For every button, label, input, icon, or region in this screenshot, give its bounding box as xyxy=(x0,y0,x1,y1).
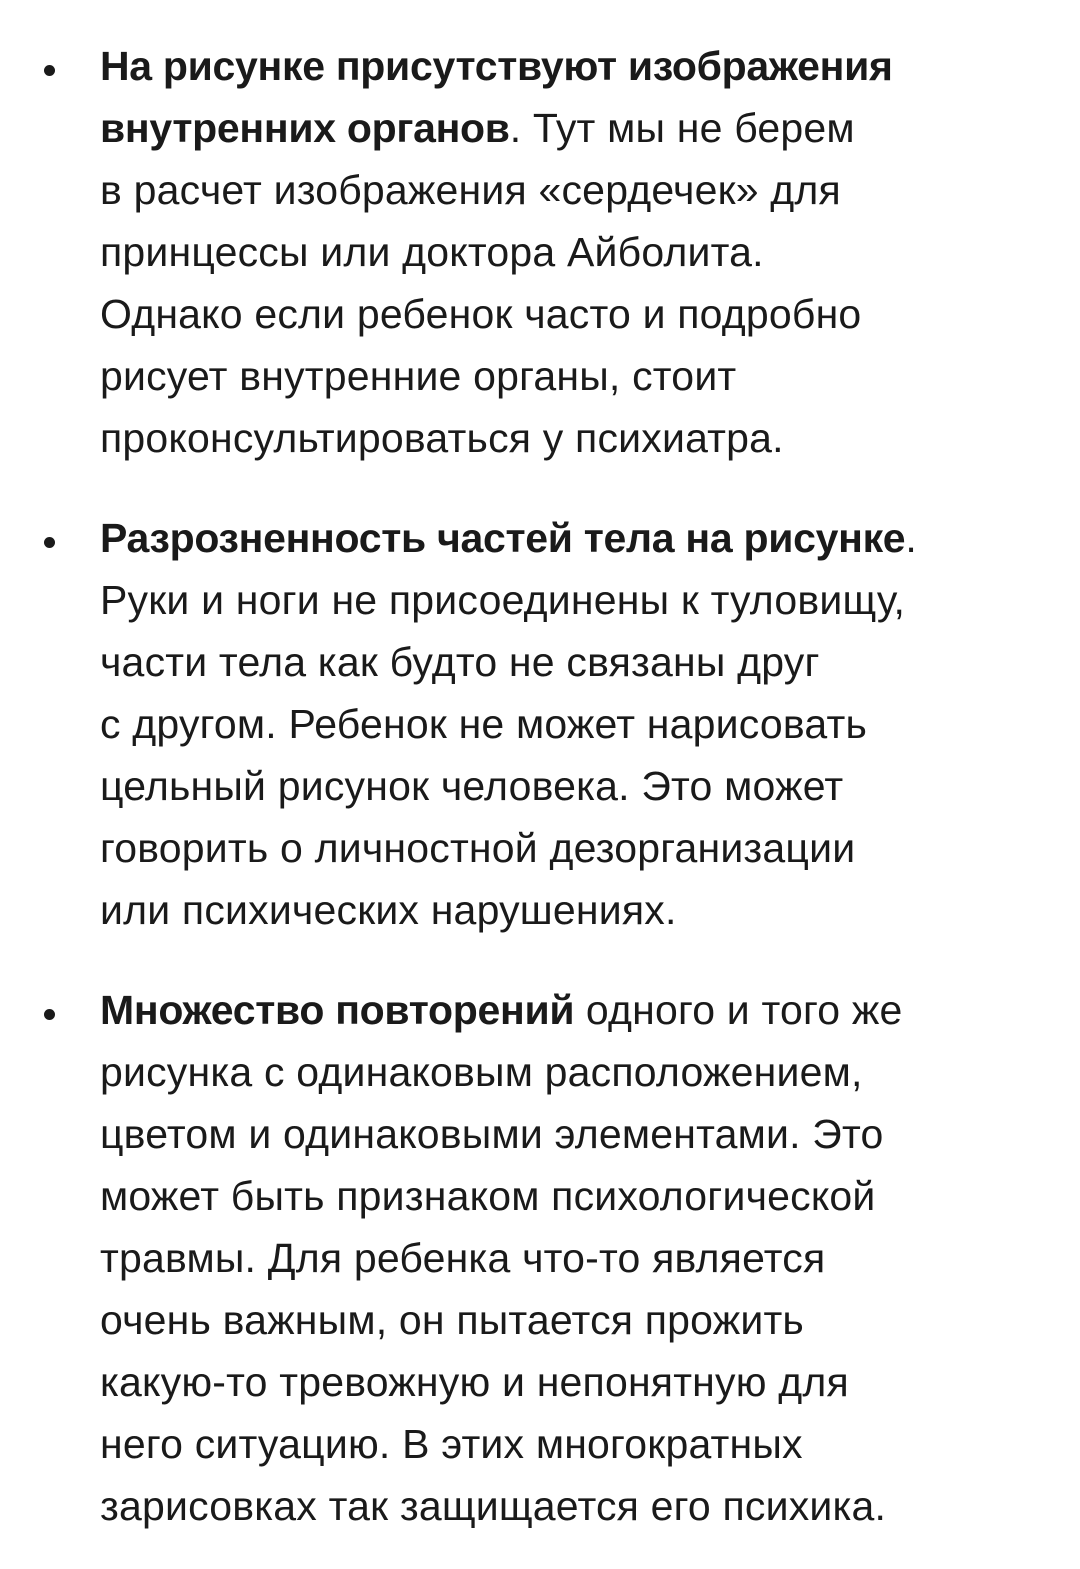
text-line xyxy=(100,221,1060,283)
text-line xyxy=(100,755,1060,817)
bullet-icon xyxy=(44,65,55,76)
text-line xyxy=(100,507,1060,569)
text-line xyxy=(100,569,1060,631)
body-text: говорить о личностной дезорганизации xyxy=(100,825,856,871)
text-line xyxy=(100,1165,1060,1227)
body-text: рисунка с одинаковым расположением, xyxy=(100,1049,863,1095)
body-text: . xyxy=(905,515,917,561)
text-line xyxy=(100,159,1060,221)
body-text: принцессы или доктора Айболита. xyxy=(100,229,764,275)
body-text: рисует внутренние органы, стоит xyxy=(100,353,737,399)
body-text: части тела как будто не связаны друг xyxy=(100,639,820,685)
bold-heading: Разрозненность частей тела на рисунке xyxy=(100,515,906,561)
body-text: него ситуацию. В этих многократных xyxy=(100,1421,803,1467)
body-text: может быть признаком психологической xyxy=(100,1173,876,1219)
body-text: травмы. Для ребенка что-то является xyxy=(100,1235,826,1281)
body-text: Однако если ребенок часто и подробно xyxy=(100,291,862,337)
body-text: в расчет изображения «сердечек» для xyxy=(100,167,841,213)
body-text: цветом и одинаковыми элементами. Это xyxy=(100,1111,884,1157)
body-text: или психических нарушениях. xyxy=(100,887,677,933)
text-line xyxy=(100,407,1060,469)
body-text: с другом. Ребенок не может нарисовать xyxy=(100,701,868,747)
text-line xyxy=(100,1289,1060,1351)
text-line xyxy=(100,1041,1060,1103)
text-line xyxy=(100,1475,1060,1537)
text-line xyxy=(100,1227,1060,1289)
text-line xyxy=(100,1103,1060,1165)
body-text: одного и того же xyxy=(574,987,903,1033)
text-line xyxy=(100,817,1060,879)
body-text: Руки и ноги не присоединены к туловищу, xyxy=(100,577,906,623)
bold-heading: Множество повторений xyxy=(100,987,575,1033)
text-line xyxy=(100,631,1060,693)
body-text: очень важным, он пытается прожить xyxy=(100,1297,804,1343)
body-text: проконсультироваться у психиатра. xyxy=(100,415,784,461)
text-line xyxy=(100,1413,1060,1475)
bold-heading: На рисунке присутствуют изображения xyxy=(100,43,893,89)
body-text: зарисовках так защищается его психика. xyxy=(100,1483,887,1529)
text-line xyxy=(100,879,1060,941)
text-line xyxy=(100,283,1060,345)
body-text: . Тут мы не берем xyxy=(509,105,855,151)
bullet-icon xyxy=(44,1009,55,1020)
bullet-icon xyxy=(44,537,55,548)
text-line xyxy=(100,345,1060,407)
text-line xyxy=(100,979,1060,1041)
text-line xyxy=(100,693,1060,755)
bold-heading: внутренних органов xyxy=(100,105,510,151)
body-text: цельный рисунок человека. Это может xyxy=(100,763,844,809)
body-text: какую-то тревожную и непонятную для xyxy=(100,1359,849,1405)
text-line xyxy=(100,35,1060,97)
text-line xyxy=(100,97,1060,159)
text-line xyxy=(100,1351,1060,1413)
